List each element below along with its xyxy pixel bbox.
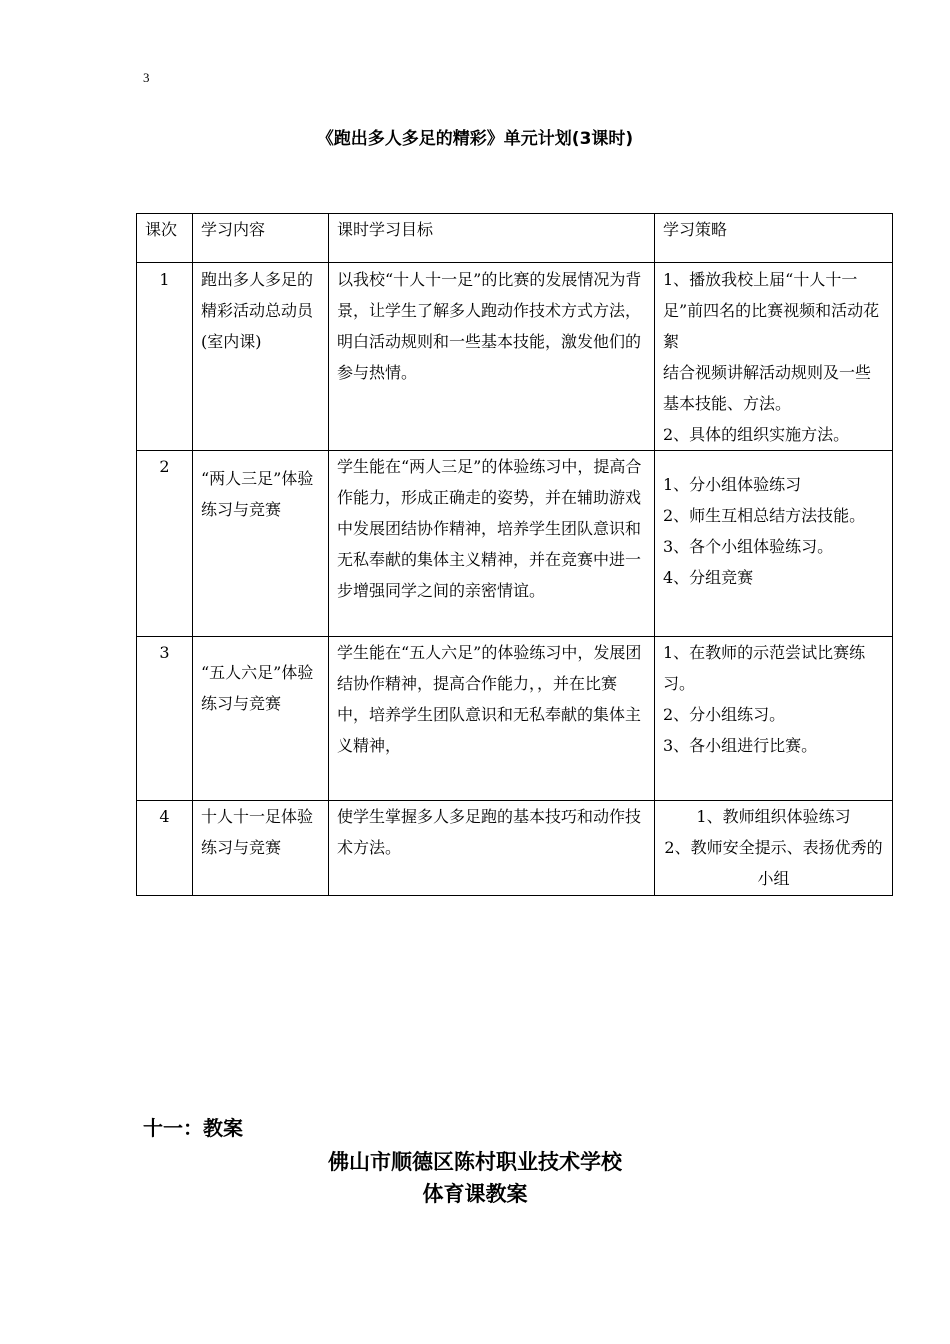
strategy-line: 2、具体的组织实施方法。	[663, 425, 850, 444]
strategy-line: 2、教师安全提示、表扬优秀的小组	[664, 838, 883, 888]
strategy-line: 2、师生互相总结方法技能。	[663, 506, 866, 525]
strategy-line: 4、分组竞赛	[663, 568, 754, 587]
table-row	[137, 263, 893, 451]
page-number: 3	[143, 70, 150, 85]
lesson-content: “两人三足”体验练习与竞赛	[193, 451, 329, 637]
table-row	[137, 801, 893, 896]
school-name: 佛山市顺德区陈村职业技术学校	[328, 1150, 622, 1174]
section-heading: 十一：教案	[143, 1116, 243, 1140]
lesson-strategy	[655, 451, 893, 637]
lesson-goal: 以我校“十人十一足”的比赛的发展情况为背景，让学生了解多人跑动作技术方式方法，明白活动规则和一些基本技能，激发他们的参与热情。	[329, 263, 655, 451]
strategy-line: 1、分小组体验练习	[663, 475, 802, 494]
header-goal: 课时学习目标	[329, 214, 655, 263]
table-header-row	[137, 214, 893, 263]
lesson-content: 十人十一足体验练习与竞赛	[193, 801, 329, 896]
lesson-goal: 学生能在“五人六足”的体验练习中，发展团结协作精神，提高合作能力，，并在比赛中，培养学生团队意识和无私奉献的集体主义精神，	[329, 637, 655, 801]
lesson-strategy	[655, 637, 893, 801]
lesson-strategy	[655, 263, 893, 451]
header-content: 学习内容	[193, 214, 329, 263]
table-row	[137, 451, 893, 637]
strategy-line: 1、播放我校上届“十人十一足”前四名的比赛视频和活动花絮	[663, 270, 880, 351]
header-lesson-number: 课次	[137, 214, 193, 263]
header-strategy: 学习策略	[655, 214, 893, 263]
strategy-line: 结合视频讲解活动规则及一些基本技能、方法。	[663, 363, 872, 413]
lesson-number: 2	[137, 451, 193, 637]
lesson-number: 4	[137, 801, 193, 896]
lesson-goal: 学生能在“两人三足”的体验练习中，提高合作能力，形成正确走的姿势，并在辅助游戏中发展团结协作精神，培养学生团队意识和无私奉献的集体主义精神，并在竞赛中进一步增强同学之间的亲密情谊。	[329, 451, 655, 637]
strategy-line: 3、各小组进行比赛。	[663, 736, 818, 755]
unit-plan-title: 《跑出多人多足的精彩》单元计划(3课时)	[316, 129, 634, 149]
lesson-plan-title: 体育课教案	[422, 1182, 528, 1206]
lesson-strategy	[655, 801, 893, 896]
strategy-line: 1、在教师的示范尝试比赛练习。	[663, 643, 866, 693]
strategy-line: 1、教师组织体验练习	[696, 807, 851, 826]
strategy-line: 3、各个小组体验练习。	[663, 537, 834, 556]
lesson-number: 3	[137, 637, 193, 801]
table-row	[137, 637, 893, 801]
strategy-line: 2、分小组练习。	[663, 705, 786, 724]
lesson-goal: 使学生掌握多人多足跑的基本技巧和动作技术方法。	[329, 801, 655, 896]
lesson-content: 跑出多人多足的精彩活动总动员(室内课)	[193, 263, 329, 451]
lesson-content: “五人六足”体验练习与竞赛	[193, 637, 329, 801]
lesson-number: 1	[137, 263, 193, 451]
unit-plan-table	[136, 213, 893, 896]
